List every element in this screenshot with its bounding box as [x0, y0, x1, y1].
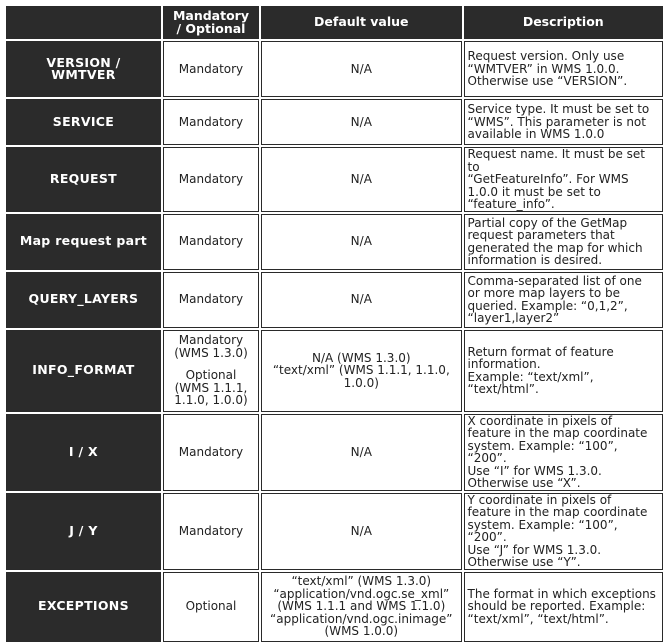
description-cell-line: available in WMS 1.0.0	[467, 127, 605, 142]
parameter-name-cell-line: I / X	[68, 443, 98, 459]
description-cell	[464, 330, 663, 412]
description-cell-line: feature in the map coordinate	[467, 426, 648, 440]
parameter-name-cell-line: REQUEST	[49, 171, 117, 186]
description-cell-line: 1.0.0 it must be set to	[467, 184, 601, 199]
description-cell-line: Otherwise use “Y”.	[467, 555, 581, 569]
description-cell-line: The format in which exceptions	[467, 586, 656, 601]
parameter-name-cell-line: J / Y	[69, 522, 98, 538]
description-cell-line: “WMS”. This parameter is not	[467, 114, 646, 129]
description-cell-line: request parameters that	[467, 228, 615, 242]
table-row	[6, 493, 663, 570]
requirement-cell-line: Mandatory	[178, 61, 244, 76]
description-cell-line: Comma-separated list of one	[467, 273, 642, 288]
table-row	[6, 272, 663, 328]
requirement-cell-line: Mandatory	[178, 292, 244, 307]
description-cell-line: system. Example: “100”, “200”.	[467, 438, 618, 465]
description-cell-line: information is desired.	[467, 253, 603, 267]
default-value-cell-line: N/A	[350, 444, 372, 459]
parameter-name-cell-line: SERVICE	[52, 113, 115, 129]
description-cell-line: system. Example: “100”, “200”.	[467, 517, 618, 544]
header-default-value: Default value	[261, 6, 461, 39]
default-value-cell-line: “text/xml” (WMS 1.3.0)	[291, 574, 432, 589]
header-mandatory-optional	[163, 6, 259, 39]
description-cell-line: Request version. Only use	[467, 49, 625, 64]
description-cell-line: “layer1,layer2”	[467, 311, 560, 325]
default-value-cell	[261, 99, 461, 145]
parameter-name-cell-line: QUERY_LAYERS	[28, 291, 139, 307]
default-value-cell	[261, 214, 461, 270]
requirement-cell	[163, 330, 259, 412]
description-cell-line: feature in the map coordinate	[467, 505, 648, 519]
description-cell-line: should be reported. Example:	[467, 599, 646, 614]
description-cell-line: Example: “text/xml”,	[467, 369, 594, 384]
default-value-cell-line: “application/vnd.ogc.se_xml”	[273, 586, 450, 601]
table-row	[6, 414, 663, 491]
requirement-cell	[163, 414, 259, 491]
parameter-name-cell-line: EXCEPTIONS	[38, 598, 129, 614]
default-value-cell-line: N/A	[350, 523, 372, 538]
description-cell-line: “text/xml”, “text/html”.	[467, 611, 609, 626]
description-cell	[464, 99, 663, 145]
default-value-cell-line: N/A	[350, 172, 372, 186]
header-description: Description	[464, 6, 663, 39]
description-cell-line: “GetFeatureInfo”. For WMS	[467, 172, 629, 186]
header-mandatory-line: Mandatory	[172, 8, 249, 23]
description-cell-line: X coordinate in pixels of	[467, 413, 613, 428]
requirement-cell-line: Mandatory	[178, 114, 244, 129]
table-row	[6, 214, 663, 270]
description-cell-line: Y coordinate in pixels of	[467, 492, 612, 507]
default-value-cell-line: N/A (WMS 1.3.0)	[311, 350, 411, 365]
default-value-cell-line: N/A	[350, 292, 372, 307]
description-cell-line: information.	[467, 357, 541, 371]
requirement-cell-line: Optional	[185, 368, 237, 383]
table-row	[6, 99, 663, 145]
parameter-name-cell	[6, 414, 161, 491]
requirement-cell-line: Mandatory	[178, 333, 244, 348]
description-cell-line: queried. Example: “0,1,2”,	[467, 298, 628, 313]
requirement-cell	[163, 99, 259, 145]
default-value-cell	[261, 572, 461, 642]
default-value-cell	[261, 272, 461, 328]
requirement-cell	[163, 272, 259, 328]
requirement-cell	[163, 214, 259, 270]
requirement-cell-line: (WMS 1.1.1,	[174, 380, 248, 395]
description-cell-line: “feature_info”.	[467, 197, 555, 211]
description-cell	[464, 272, 663, 328]
table-row	[6, 147, 663, 212]
default-value-cell	[261, 147, 461, 212]
description-cell-line: Partial copy of the GetMap	[467, 215, 628, 230]
description-cell-line: “WMTVER” in WMS 1.0.0.	[467, 61, 620, 76]
parameter-name-cell	[6, 41, 161, 97]
parameter-name-cell-line: Map request part	[19, 233, 148, 249]
description-cell-line: Return format of feature	[467, 344, 614, 359]
description-cell-line: Otherwise use “VERSION”.	[467, 74, 628, 89]
parameter-name-cell	[6, 147, 161, 212]
default-value-cell-line: “text/xml” (WMS 1.1.1, 1.1.0,	[272, 363, 450, 378]
default-value-cell-line: N/A	[350, 114, 372, 129]
default-value-cell-line: N/A	[350, 234, 372, 249]
default-value-cell	[261, 414, 461, 491]
description-cell	[464, 493, 663, 570]
parameter-name-cell	[6, 493, 161, 570]
parameter-name-cell-line: WMTVER	[51, 67, 116, 82]
description-cell	[464, 572, 663, 642]
default-value-cell-line: (WMS 1.0.0)	[324, 624, 399, 639]
description-cell-line: Use “J” for WMS 1.3.0.	[467, 542, 602, 557]
requirement-cell-line: 1.1.0, 1.0.0)	[174, 393, 248, 408]
description-cell-line: “text/html”.	[467, 382, 539, 396]
requirement-cell	[163, 41, 259, 97]
description-cell	[464, 214, 663, 270]
description-cell-line: Service type. It must be set to	[467, 102, 650, 117]
parameter-name-cell	[6, 572, 161, 642]
requirement-cell	[163, 147, 259, 212]
parameter-name-cell-line: VERSION /	[46, 54, 121, 70]
parameter-name-cell-line: INFO_FORMAT	[32, 362, 135, 378]
description-cell-line: or more map layers to be	[467, 286, 621, 300]
default-value-cell-line: 1.0.0)	[343, 375, 379, 390]
description-cell-line: Request name. It must be set to	[467, 147, 646, 174]
requirement-cell-line: Mandatory	[178, 234, 244, 249]
description-cell-line: Use “I” for WMS 1.3.0.	[467, 463, 602, 478]
requirement-cell-line: Mandatory	[178, 172, 244, 186]
default-value-cell	[261, 330, 461, 412]
description-cell-line: Otherwise use “X”.	[467, 476, 581, 490]
default-value-cell-line: (WMS 1.1.1 and WMS 1.1.0)	[277, 599, 446, 614]
table-row	[6, 330, 663, 412]
table-row	[6, 41, 663, 97]
requirement-cell-line: (WMS 1.3.0)	[174, 345, 248, 360]
description-cell	[464, 414, 663, 491]
requirement-cell	[163, 493, 259, 570]
requirement-cell-line: Mandatory	[178, 444, 244, 459]
parameter-name-cell	[6, 214, 161, 270]
default-value-cell	[261, 41, 461, 97]
table-body	[6, 41, 663, 642]
default-value-cell	[261, 493, 461, 570]
parameter-table	[4, 4, 665, 644]
requirement-cell-line: Mandatory	[178, 523, 244, 538]
requirement-cell-line: Optional	[185, 599, 237, 614]
description-cell	[464, 41, 663, 97]
table-row	[6, 572, 663, 642]
default-value-cell-line: “application/vnd.ogc.inimage”	[270, 611, 453, 626]
description-cell-line: generated the map for which	[467, 240, 643, 255]
header-optional-line: / Optional	[176, 20, 246, 36]
parameter-name-cell	[6, 99, 161, 145]
description-cell	[464, 147, 663, 212]
header-row	[6, 6, 663, 39]
default-value-cell-line: N/A	[350, 61, 372, 76]
parameter-name-cell	[6, 330, 161, 412]
requirement-cell	[163, 572, 259, 642]
header-corner-cell	[6, 6, 161, 39]
parameter-name-cell	[6, 272, 161, 328]
